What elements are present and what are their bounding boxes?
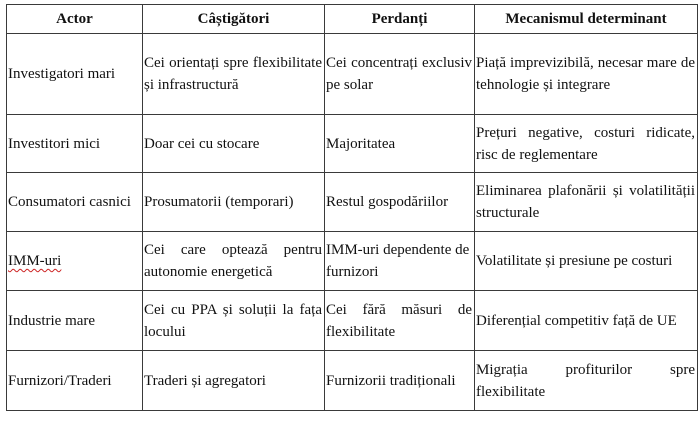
- table-row: [7, 291, 698, 351]
- actor-cell: Consumatori casnici: [7, 173, 143, 232]
- actor-cell: Industrie mare: [7, 291, 143, 351]
- table-row: [7, 34, 698, 115]
- header-actor: Actor: [7, 5, 143, 34]
- table-row: [7, 232, 698, 291]
- header-row: [7, 5, 698, 34]
- winners-cell: Cei cu PPA și soluții la fața locului: [143, 291, 325, 351]
- winners-cell: Prosumatorii (temporari): [143, 173, 325, 232]
- winners-cell: Traderi și agregatori: [143, 351, 325, 411]
- header-mechanism: Mecanismul determinant: [475, 5, 698, 34]
- losers-cell: Cei fără măsuri de flexibilitate: [325, 291, 475, 351]
- mechanism-cell: Eliminarea plafonării și volatilității structurale: [475, 173, 698, 232]
- losers-cell: Furnizorii tradiționali: [325, 351, 475, 411]
- winners-cell: Cei orientați spre flexibilitate și infrastructură: [143, 34, 325, 115]
- mechanism-cell: Piață imprevizibilă, necesar mare de tehnologie și integrare: [475, 34, 698, 115]
- winners-losers-table: [6, 4, 698, 411]
- table-row: [7, 115, 698, 173]
- winners-cell: Cei care optează pentru autonomie energetică: [143, 232, 325, 291]
- losers-cell: Restul gospodăriilor: [325, 173, 475, 232]
- table-row: [7, 173, 698, 232]
- actor-cell: Investitori mici: [7, 115, 143, 173]
- header-losers: Perdanți: [325, 5, 475, 34]
- losers-cell: IMM-uri dependente de furnizori: [325, 232, 475, 291]
- actor-cell: Investigatori mari: [7, 34, 143, 115]
- mechanism-cell: Volatilitate și presiune pe costuri: [475, 232, 698, 291]
- mechanism-cell: Migrația profiturilor spre flexibilitate: [475, 351, 698, 411]
- header-winners: Câștigători: [143, 5, 325, 34]
- losers-cell: Cei concentrați exclusiv pe solar: [325, 34, 475, 115]
- mechanism-cell: Prețuri negative, costuri ridicate, risc de reglementare: [475, 115, 698, 173]
- losers-cell: Majoritatea: [325, 115, 475, 173]
- actor-cell: IMM-uri: [7, 232, 143, 291]
- actor-cell: Furnizori/Traderi: [7, 351, 143, 411]
- table-row: [7, 351, 698, 411]
- mechanism-cell: Diferențial competitiv față de UE: [475, 291, 698, 351]
- winners-cell: Doar cei cu stocare: [143, 115, 325, 173]
